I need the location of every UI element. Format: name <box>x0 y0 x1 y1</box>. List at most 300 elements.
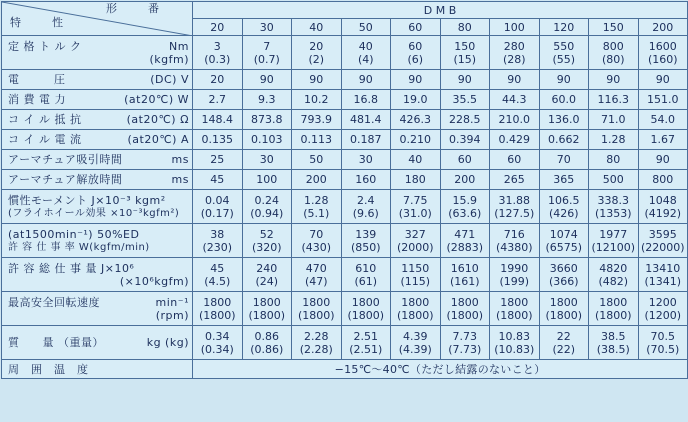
value-cell <box>638 170 688 190</box>
value-secondary: (4380) <box>495 240 533 254</box>
row-label: コ イ ル 抵 抗 <box>8 113 82 126</box>
value-secondary: (1800) <box>198 308 236 322</box>
value-primary: 35.5 <box>452 93 477 106</box>
value-cell <box>638 36 688 70</box>
value-primary: 60.0 <box>551 93 576 106</box>
value-primary: 0.187 <box>350 133 382 146</box>
value-cell <box>391 90 441 110</box>
value-secondary: (47) <box>304 274 328 288</box>
value-primary: 426.3 <box>399 113 431 126</box>
value-cell <box>242 258 292 292</box>
value-primary: 70.5 <box>650 329 676 343</box>
spec-table <box>1 1 688 379</box>
value-primary: 800 <box>652 173 674 186</box>
value-secondary: (230) <box>202 240 233 254</box>
value-primary: 0.04 <box>205 193 230 207</box>
value-cell <box>193 36 243 70</box>
value-cell <box>292 258 342 292</box>
value-primary: 1800 <box>401 295 430 309</box>
value-cell <box>589 130 639 150</box>
value-primary: 873.8 <box>251 113 283 126</box>
row-unit: ms <box>171 173 189 186</box>
value-cell <box>589 110 639 130</box>
table-row <box>2 170 688 190</box>
row-label: 定 格 ト ル ク <box>8 39 82 53</box>
value-cell <box>490 258 540 292</box>
value-primary: 793.9 <box>300 113 332 126</box>
value-cell <box>341 224 391 258</box>
value-cell <box>638 130 688 150</box>
value-secondary: (7.73) <box>448 342 482 356</box>
row-label-cell <box>2 150 193 170</box>
value-primary: 210.0 <box>498 113 530 126</box>
size-header-150: 150 <box>589 19 639 36</box>
table-row <box>2 190 688 224</box>
value-primary: 45 <box>210 261 225 275</box>
value-primary: 90 <box>358 73 373 86</box>
value-secondary: (55) <box>552 52 576 66</box>
value-cell <box>242 292 292 326</box>
row-unit: (at20℃) A <box>127 133 189 146</box>
value-cell <box>539 258 589 292</box>
value-cell <box>589 190 639 224</box>
value-cell <box>440 258 490 292</box>
value-primary: 1150 <box>401 261 430 275</box>
value-secondary: (850) <box>350 240 381 254</box>
value-primary: 40 <box>408 153 423 166</box>
value-primary: 280 <box>503 39 525 53</box>
value-primary: 90 <box>408 73 423 86</box>
size-header-200: 200 <box>638 19 688 36</box>
value-primary: 90 <box>507 73 522 86</box>
value-primary: 38.5 <box>601 329 626 343</box>
value-primary: 106.5 <box>548 193 580 207</box>
value-primary: 90 <box>309 73 324 86</box>
value-primary: 0.429 <box>498 133 530 146</box>
value-primary: 0.24 <box>254 193 279 207</box>
value-cell <box>539 70 589 90</box>
row-label: アーマチュア解放時間 <box>8 173 123 186</box>
value-secondary: (1800) <box>297 308 335 322</box>
table-row <box>2 224 688 258</box>
value-primary: 0.662 <box>548 133 580 146</box>
value-primary: 0.394 <box>449 133 481 146</box>
value-primary: 38 <box>210 227 225 241</box>
value-secondary: (199) <box>499 274 530 288</box>
value-cell <box>638 150 688 170</box>
value-secondary: (2) <box>308 52 325 66</box>
value-secondary: (1341) <box>644 274 682 288</box>
value-cell <box>292 150 342 170</box>
value-primary: 19.0 <box>403 93 428 106</box>
value-cell <box>589 292 639 326</box>
row-label-cell <box>2 258 193 292</box>
table-row <box>2 292 688 326</box>
value-cell <box>490 130 540 150</box>
value-primary: 0.210 <box>399 133 431 146</box>
size-header-20: 20 <box>193 19 243 36</box>
value-primary: 3660 <box>549 261 578 275</box>
header-characteristic-label: 特 性 <box>10 16 73 29</box>
value-primary: 2.7 <box>208 93 226 106</box>
value-primary: 1800 <box>599 295 628 309</box>
value-cell <box>193 70 243 90</box>
value-secondary: (0.7) <box>253 52 280 66</box>
header-corner-cell <box>2 2 193 36</box>
value-cell <box>589 150 639 170</box>
value-primary: 0.34 <box>205 329 230 343</box>
value-primary: 1990 <box>500 261 529 275</box>
value-primary: 1800 <box>302 295 331 309</box>
value-primary: 13410 <box>645 261 681 275</box>
row-label: (at1500min⁻¹) 50%ED <box>8 227 140 241</box>
value-primary: 1200 <box>648 295 677 309</box>
value-primary: 716 <box>503 227 525 241</box>
value-secondary: (1800) <box>396 308 434 322</box>
row-unit: min⁻¹ <box>155 295 189 309</box>
value-cell <box>341 110 391 130</box>
value-cell <box>391 130 441 150</box>
value-cell <box>490 224 540 258</box>
value-cell <box>193 170 243 190</box>
value-secondary: (6) <box>407 52 424 66</box>
value-cell <box>242 326 292 360</box>
row-label-cell <box>2 90 193 110</box>
row-unit: kg (kg) <box>146 336 189 349</box>
value-primary: 1610 <box>450 261 479 275</box>
value-primary: 22 <box>556 329 571 343</box>
value-secondary: (1800) <box>347 308 385 322</box>
value-primary: 1074 <box>549 227 578 241</box>
value-cell <box>391 258 441 292</box>
value-primary: 500 <box>602 173 624 186</box>
value-cell <box>341 36 391 70</box>
value-secondary: (430) <box>301 240 332 254</box>
value-cell <box>341 130 391 150</box>
size-header-100: 100 <box>490 19 540 36</box>
value-cell <box>589 326 639 360</box>
value-primary: 160 <box>355 173 377 186</box>
value-secondary: (2.51) <box>349 342 383 356</box>
value-primary: 139 <box>355 227 377 241</box>
value-secondary: (4) <box>357 52 374 66</box>
value-secondary: (0.17) <box>200 206 234 220</box>
value-primary: 71.0 <box>601 113 626 126</box>
value-secondary: (115) <box>400 274 431 288</box>
size-header-80: 80 <box>440 19 490 36</box>
table-row <box>2 258 688 292</box>
value-secondary: (1800) <box>446 308 484 322</box>
series-name: D M B <box>193 2 688 19</box>
table-row <box>2 70 688 90</box>
value-secondary: (0.94) <box>250 206 284 220</box>
value-secondary: (1353) <box>594 206 632 220</box>
value-cell <box>193 90 243 110</box>
value-primary: 2.51 <box>353 329 378 343</box>
value-primary: 60 <box>507 153 522 166</box>
value-cell <box>391 70 441 90</box>
value-primary: 52 <box>259 227 274 241</box>
value-cell <box>638 70 688 90</box>
value-cell <box>242 90 292 110</box>
value-primary: 90 <box>655 73 670 86</box>
value-primary: 90 <box>259 73 274 86</box>
value-cell <box>490 36 540 70</box>
value-primary: 60 <box>408 39 423 53</box>
value-primary: 1.28 <box>304 193 329 207</box>
row-label-cell <box>2 170 193 190</box>
row-unit: (DC) V <box>150 73 189 86</box>
value-cell <box>341 258 391 292</box>
value-primary: 200 <box>454 173 476 186</box>
value-primary: 16.8 <box>353 93 378 106</box>
value-primary: 1800 <box>351 295 380 309</box>
header-model-label: 形 番 <box>106 2 169 15</box>
value-secondary: (366) <box>548 274 579 288</box>
row-unit: Nm <box>169 39 189 53</box>
value-cell <box>539 90 589 110</box>
value-primary: 80 <box>606 153 621 166</box>
value-secondary: (320) <box>251 240 282 254</box>
value-primary: 180 <box>404 173 426 186</box>
value-secondary: (0.86) <box>250 342 284 356</box>
value-primary: 10.2 <box>304 93 329 106</box>
value-secondary: (4.5) <box>204 274 231 288</box>
value-cell <box>242 224 292 258</box>
value-cell <box>638 224 688 258</box>
value-secondary: (80) <box>601 52 625 66</box>
row-label-cell <box>2 224 193 258</box>
value-primary: 338.3 <box>597 193 629 207</box>
value-secondary: (1800) <box>495 308 533 322</box>
value-primary: 150 <box>454 39 476 53</box>
value-cell <box>193 292 243 326</box>
value-primary: 200 <box>305 173 327 186</box>
value-primary: 15.9 <box>452 193 477 207</box>
value-cell <box>242 190 292 224</box>
value-cell <box>440 150 490 170</box>
value-cell <box>292 90 342 110</box>
table-row <box>2 130 688 150</box>
table-row <box>2 36 688 70</box>
value-cell <box>341 326 391 360</box>
row-label: 電 圧 <box>8 73 66 86</box>
value-primary: 265 <box>503 173 525 186</box>
value-primary: 327 <box>404 227 426 241</box>
value-cell <box>341 70 391 90</box>
value-secondary: (127.5) <box>494 206 535 220</box>
value-cell <box>490 292 540 326</box>
value-primary: 9.3 <box>258 93 276 106</box>
size-header-120: 120 <box>539 19 589 36</box>
value-primary: 3 <box>213 39 221 53</box>
value-cell <box>440 170 490 190</box>
value-primary: 7.73 <box>452 329 477 343</box>
value-cell <box>242 170 292 190</box>
value-cell <box>589 36 639 70</box>
value-secondary: (38.5) <box>596 342 630 356</box>
row-label: アーマチュア吸引時間 <box>8 153 123 166</box>
value-secondary: (6575) <box>545 240 583 254</box>
value-cell <box>193 130 243 150</box>
value-secondary: (22000) <box>641 240 685 254</box>
value-secondary: (4192) <box>644 206 682 220</box>
value-cell <box>638 190 688 224</box>
value-primary: 54.0 <box>650 113 676 126</box>
value-secondary: (61) <box>354 274 378 288</box>
value-primary: 90 <box>606 73 621 86</box>
value-cell <box>193 110 243 130</box>
row-unit: ms <box>171 153 189 166</box>
value-cell <box>242 150 292 170</box>
value-cell <box>341 150 391 170</box>
value-cell <box>292 224 342 258</box>
value-primary: 7 <box>263 39 271 53</box>
value-cell <box>341 170 391 190</box>
row-unit-secondary: (×10⁶kgfm) <box>119 274 189 288</box>
row-label: 消 費 電 力 <box>8 93 66 106</box>
value-primary: 4.39 <box>403 329 428 343</box>
value-cell <box>638 90 688 110</box>
value-primary: 10.83 <box>498 329 530 343</box>
value-primary: 90 <box>556 73 571 86</box>
value-cell <box>490 90 540 110</box>
value-primary: 7.75 <box>403 193 428 207</box>
value-primary: 800 <box>602 39 624 53</box>
value-cell <box>440 292 490 326</box>
value-primary: 471 <box>454 227 476 241</box>
value-cell <box>391 36 441 70</box>
row-unit-secondary: (rpm) <box>155 308 189 322</box>
size-header-60: 60 <box>391 19 441 36</box>
value-cell <box>490 170 540 190</box>
row-unit-secondary: 許 容 仕 事 率 W(kgfm/min) <box>8 241 150 253</box>
value-cell <box>292 110 342 130</box>
value-primary: 45 <box>210 173 225 186</box>
value-cell <box>440 130 490 150</box>
row-label: 慣性モーメント J×10⁻³ kgm² <box>8 193 166 207</box>
value-cell <box>440 190 490 224</box>
value-cell <box>391 150 441 170</box>
value-primary: 100 <box>256 173 278 186</box>
value-secondary: (15) <box>453 52 477 66</box>
value-primary: 1800 <box>549 295 578 309</box>
value-cell <box>193 326 243 360</box>
value-cell <box>440 110 490 130</box>
value-cell <box>589 90 639 110</box>
value-cell <box>292 190 342 224</box>
value-cell <box>539 170 589 190</box>
row-unit: (at20℃) W <box>124 93 189 106</box>
value-cell <box>539 130 589 150</box>
value-primary: 50 <box>309 153 324 166</box>
value-primary: 240 <box>256 261 278 275</box>
value-cell <box>638 258 688 292</box>
value-cell <box>539 326 589 360</box>
table-row <box>2 110 688 130</box>
value-primary: 365 <box>553 173 575 186</box>
value-cell <box>589 170 639 190</box>
value-primary: 2.4 <box>357 193 375 207</box>
value-cell <box>440 70 490 90</box>
table-row <box>2 326 688 360</box>
value-primary: 20 <box>309 39 324 53</box>
value-secondary: (2000) <box>396 240 434 254</box>
value-cell <box>490 110 540 130</box>
row-label-cell <box>2 110 193 130</box>
value-primary: 3595 <box>648 227 677 241</box>
value-primary: 1600 <box>648 39 677 53</box>
value-primary: 30 <box>259 153 274 166</box>
value-cell <box>292 70 342 90</box>
value-cell <box>242 70 292 90</box>
value-primary: 25 <box>210 153 225 166</box>
value-primary: 70 <box>309 227 324 241</box>
value-secondary: (5.1) <box>303 206 330 220</box>
value-cell <box>440 90 490 110</box>
value-secondary: (161) <box>449 274 480 288</box>
value-secondary: (31.0) <box>398 206 432 220</box>
row-label-cell <box>2 36 193 70</box>
value-secondary: (0.3) <box>204 52 231 66</box>
value-secondary: (24) <box>255 274 279 288</box>
value-cell <box>440 36 490 70</box>
value-cell <box>242 36 292 70</box>
value-primary: 1977 <box>599 227 628 241</box>
value-secondary: (0.34) <box>200 342 234 356</box>
value-cell <box>193 224 243 258</box>
value-cell <box>440 326 490 360</box>
value-cell <box>292 292 342 326</box>
value-primary: 2.28 <box>304 329 329 343</box>
value-primary: 1.67 <box>650 133 676 146</box>
value-primary: 31.88 <box>498 193 530 207</box>
value-primary: 470 <box>305 261 327 275</box>
value-primary: 30 <box>358 153 373 166</box>
value-primary: 228.5 <box>449 113 481 126</box>
value-cell <box>589 224 639 258</box>
row-label-cell <box>2 130 193 150</box>
value-primary: 40 <box>358 39 373 53</box>
value-cell <box>292 36 342 70</box>
value-primary: 1048 <box>648 193 677 207</box>
value-cell <box>391 110 441 130</box>
value-primary: 90 <box>457 73 472 86</box>
value-cell <box>638 326 688 360</box>
value-cell <box>341 190 391 224</box>
value-cell <box>638 292 688 326</box>
value-primary: 44.3 <box>502 93 527 106</box>
size-header-40: 40 <box>292 19 342 36</box>
value-secondary: (1200) <box>644 308 682 322</box>
value-cell <box>391 224 441 258</box>
row-unit-secondary: (フライホイール効果 ×10⁻³kgfm²) <box>8 207 180 219</box>
value-secondary: (28) <box>502 52 526 66</box>
value-primary: 1800 <box>500 295 529 309</box>
value-primary: 4820 <box>599 261 628 275</box>
row-label-cell <box>2 70 193 90</box>
value-primary: 1800 <box>252 295 281 309</box>
value-primary: 481.4 <box>350 113 382 126</box>
value-cell <box>391 292 441 326</box>
value-primary: 148.4 <box>201 113 233 126</box>
table-row <box>2 90 688 110</box>
size-header-30: 30 <box>242 19 292 36</box>
row-label: 質 量 （重量） <box>8 336 104 349</box>
value-secondary: (10.83) <box>494 342 535 356</box>
value-secondary: (4.39) <box>398 342 432 356</box>
value-primary: 610 <box>355 261 377 275</box>
